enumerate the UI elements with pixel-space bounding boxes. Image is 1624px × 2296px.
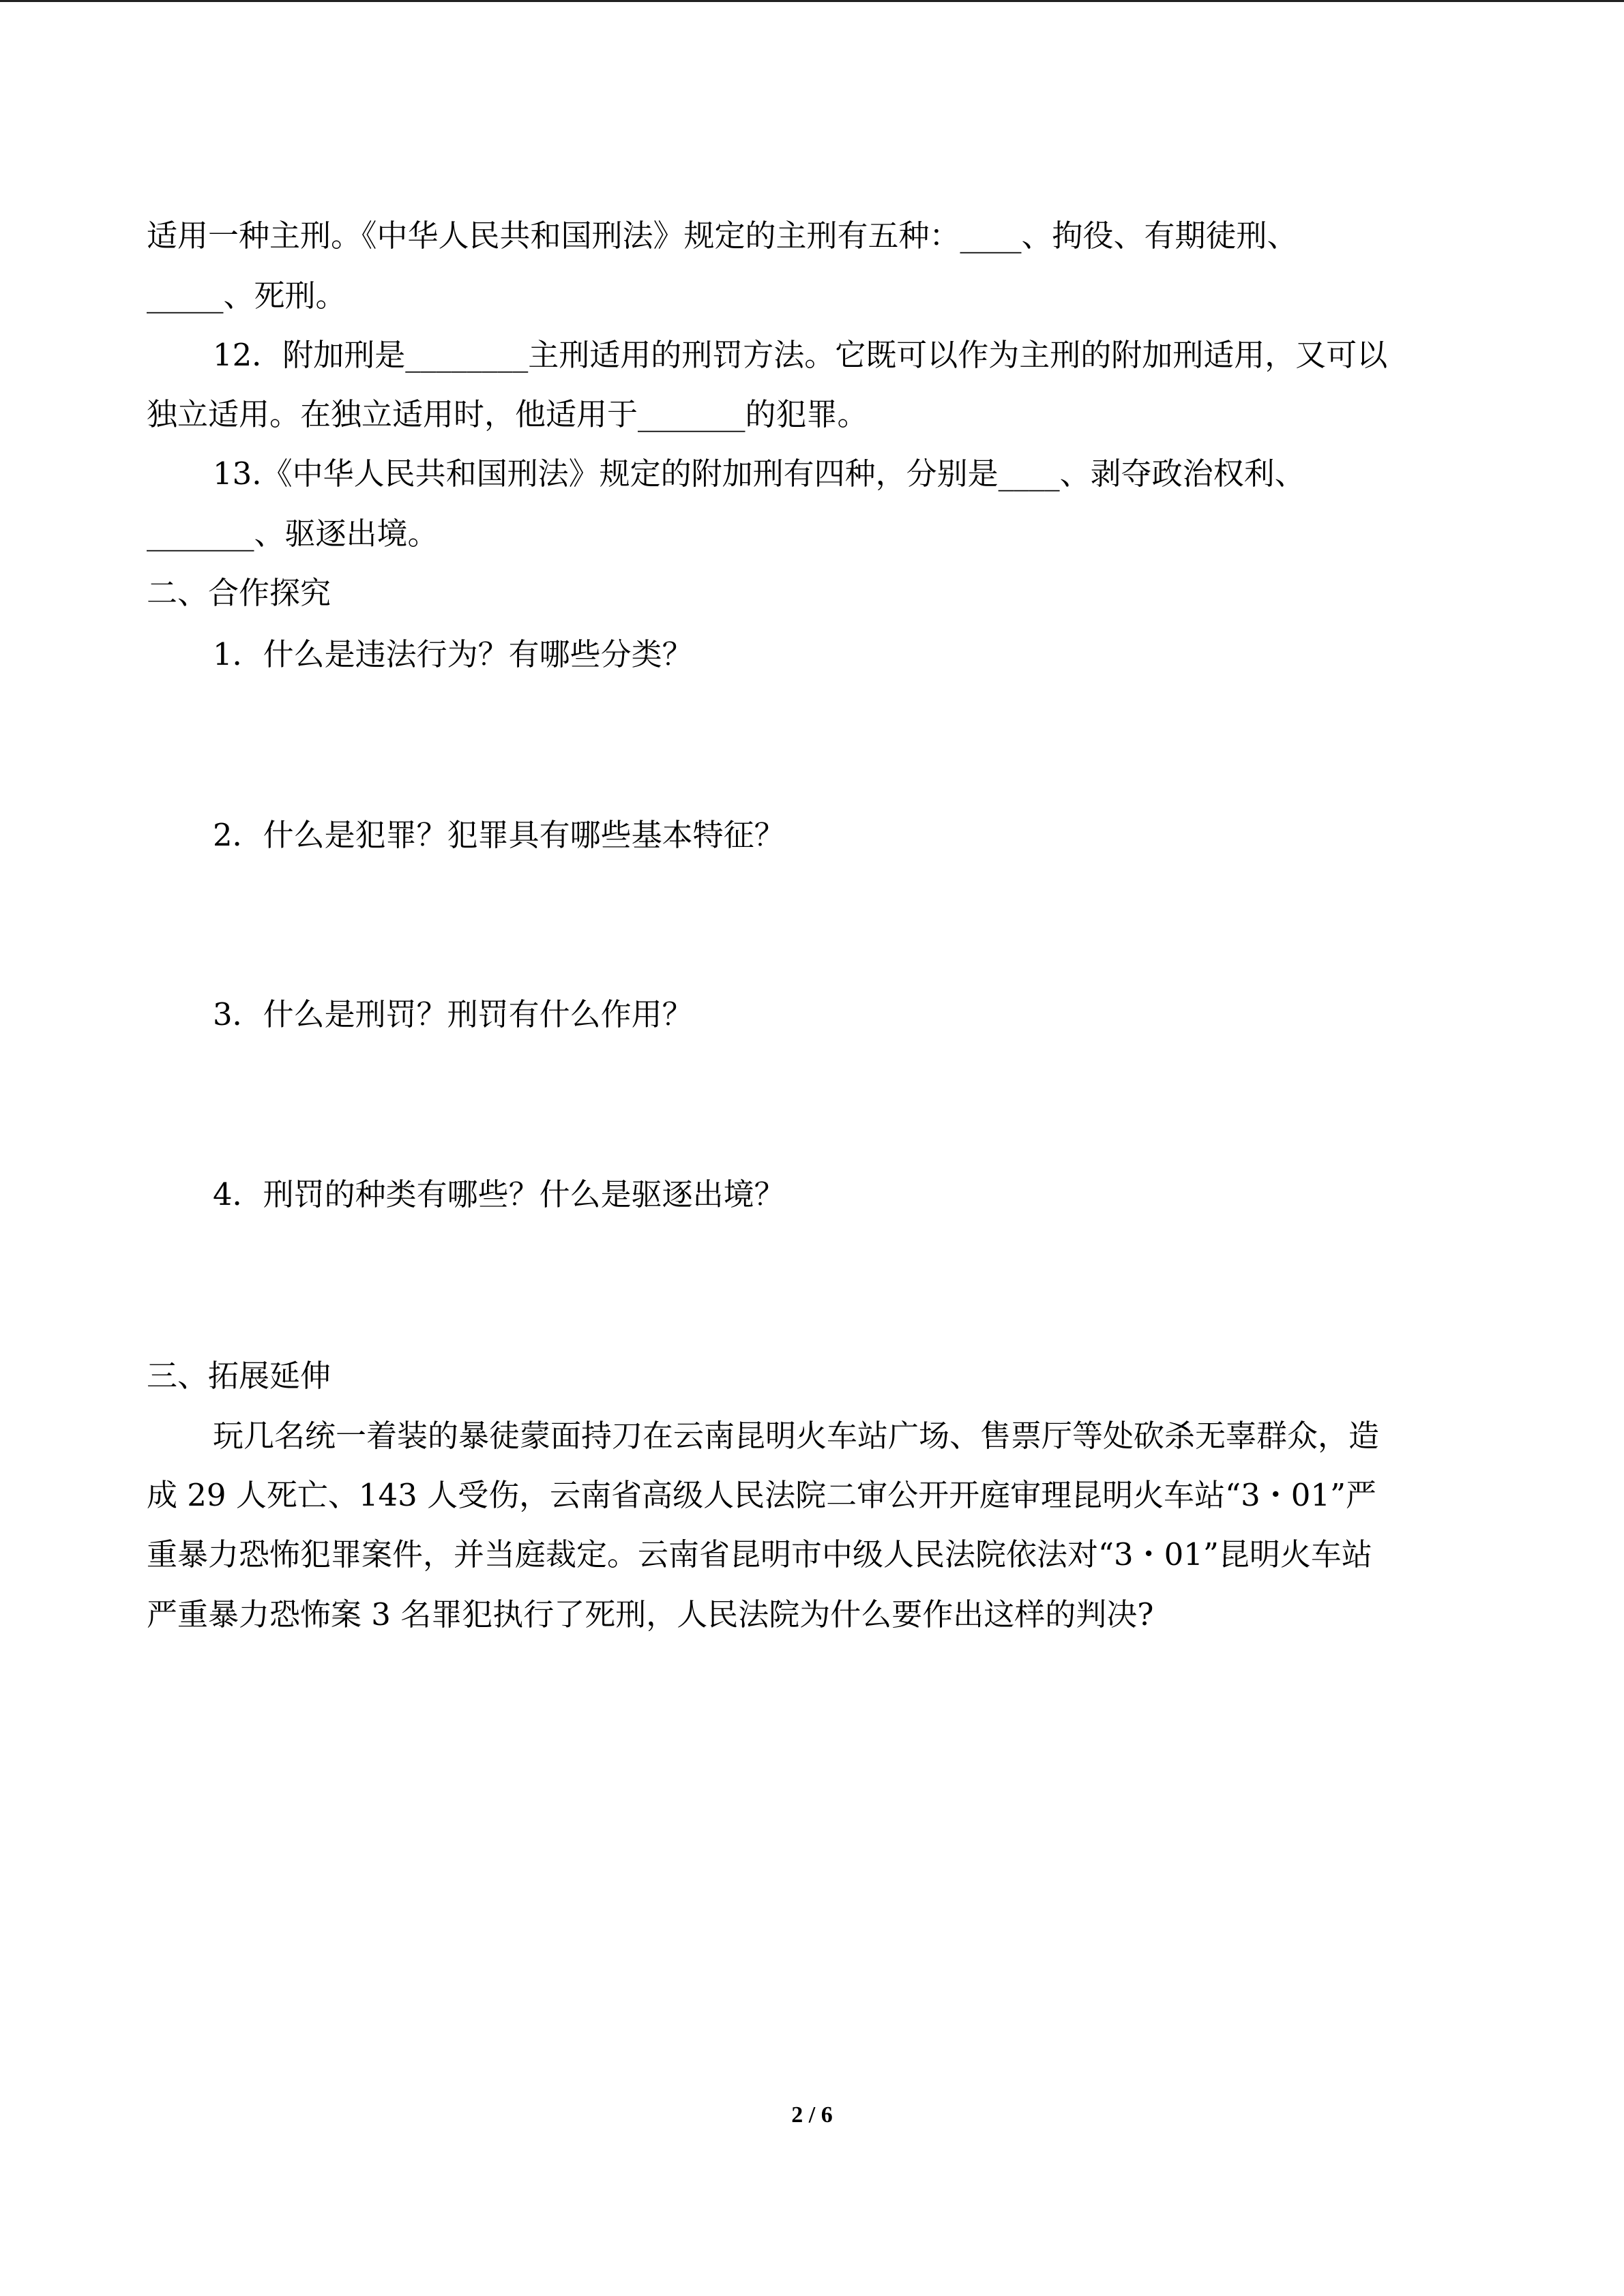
section-heading-extension: 三、拓展延伸 — [147, 1358, 331, 1394]
text-line: 独立适用。在独立适用时，他适用于_______的犯罪。 — [147, 396, 868, 432]
text-line: _____、死刑。 — [147, 278, 346, 314]
section-heading-cooperation: 二、合作探究 — [147, 575, 331, 611]
paragraph-line: 重暴力恐怖犯罪案件，并当庭裁定。云南省昆明市中级人民法院依法对“3・01”昆明火车站 — [147, 1536, 1372, 1572]
text-line: _______、驱逐出境。 — [147, 516, 439, 552]
paragraph-line: 严重暴力恐怖案 3 名罪犯执行了死刑，人民法院为什么要作出这样的判决? — [147, 1596, 1154, 1632]
text-line: 适用一种主刑。《中华人民共和国刑法》规定的主刑有五种：____、拘役、有期徒刑、 — [147, 218, 1298, 254]
question-1: 1．什么是违法行为？有哪些分类？ — [213, 636, 693, 672]
question-12: 12．附加刑是________主刑适用的刑罚方法。它既可以作为主刑的附加刑适用，又可以 — [213, 337, 1388, 373]
question-2: 2．什么是犯罪？犯罪具有哪些基本特征？ — [213, 817, 785, 853]
question-13: 13.《中华人民共和国刑法》规定的附加刑有四种，分别是____、剥夺政治权利、 — [213, 456, 1305, 492]
paragraph-line: 成 29 人死亡、143 人受伤，云南省高级人民法院二审公开开庭审理昆明火车站“3・01”严 — [147, 1477, 1376, 1513]
page-number: 2 / 6 — [791, 2102, 833, 2128]
question-3: 3．什么是刑罚？刑罚有什么作用？ — [213, 996, 693, 1032]
question-4: 4．刑罚的种类有哪些？什么是驱逐出境？ — [213, 1176, 785, 1212]
paragraph-line: 玩几名统一着装的暴徒蒙面持刀在云南昆明火车站广场、售票厅等处砍杀无辜群众，造 — [213, 1418, 1380, 1454]
